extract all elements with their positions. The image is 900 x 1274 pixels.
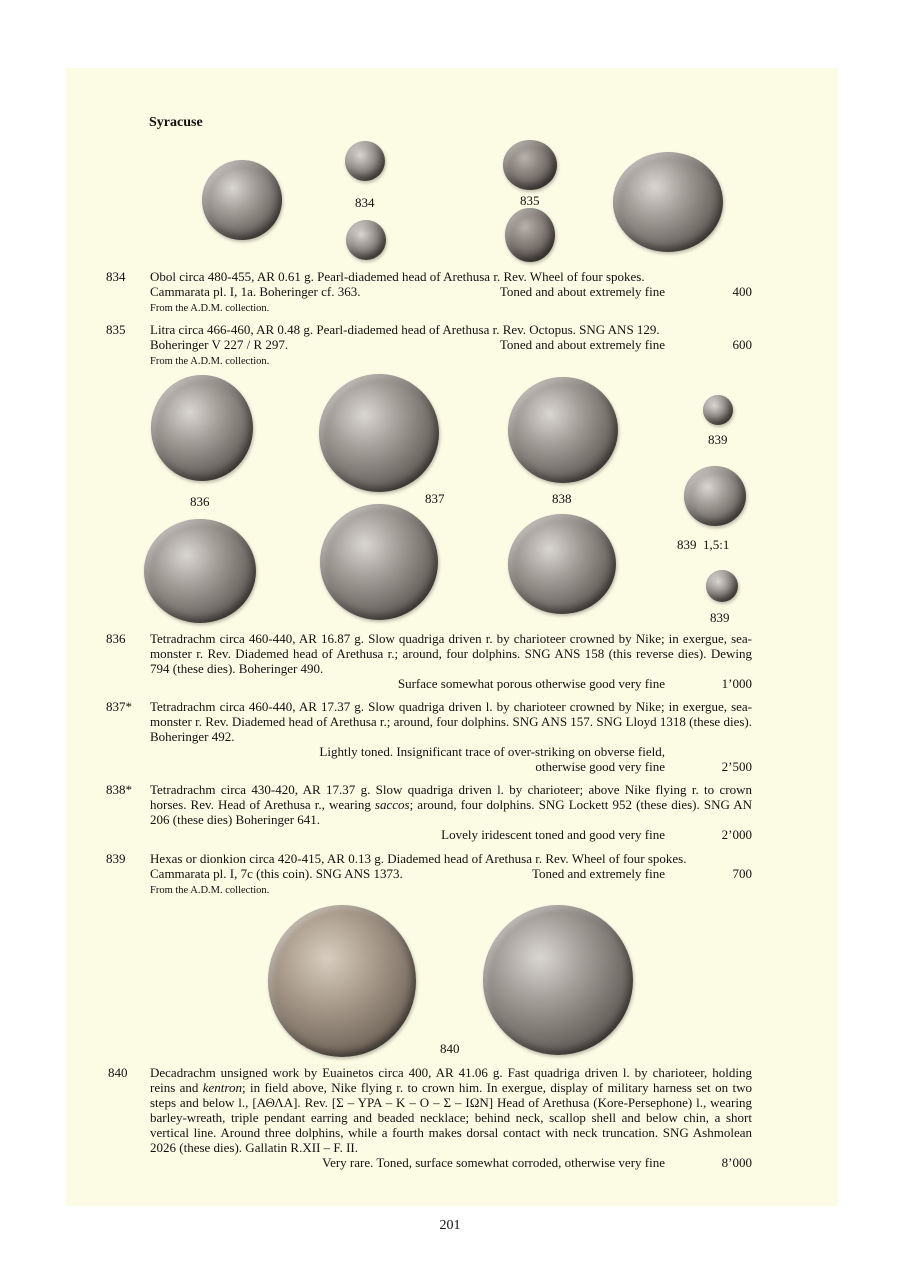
coin-caption-834: 834 — [355, 195, 375, 210]
lot-description: Decadrachm unsigned work by Euainetos circa 400, AR 41.06 g. Fast quadriga driven l. by charioteer, holding reins and kentron; in field above, Nike flying r. to crown him. In exergue, display of military harness set on two steps and below l., [ΑΘΛΑ]. Rev. [Σ – ΥΡΑ – Κ – Ο – Σ – ΙΩΝ] Head of Arethusa (Kore-Persephone) l., wearing barley-wreath, triple pendant earring and beaded necklace; behind neck, scallop shell and below chin, a short vertical line. Around three dolphins, while a fourth makes dorsal contact with neck truncation. SNG Ashmolean 2026 (these dies). Gallatin R.XII – F. II. — [150, 1065, 753, 1155]
lot-price: 8’000 — [721, 1155, 752, 1170]
lot-description: Tetradrachm circa 430-420, AR 17.37 g. Slow quadriga driven l. by charioteer; above Nike flying r. to crown horses. Rev. Head of Arethusa r., wearing saccos; around, four dolphins. SNG Lockett 952 (these dies). SNG AN 206 (these dies) Boheringer 641. — [150, 782, 753, 827]
coin-image-840-obverse — [268, 905, 416, 1057]
coin-caption-838: 838 — [552, 491, 572, 506]
lot-price: 600 — [732, 337, 752, 352]
coin-image-839-reverse-small — [706, 570, 738, 602]
lot-number: 834 — [106, 269, 126, 284]
lot-description: Tetradrachm circa 460-440, AR 17.37 g. Slow quadriga driven l. by charioteer crowned by Nike; in exergue, sea-monster r. Rev. Diademed head of Arethusa r.; around, four dolphins. SNG ANS 157. SNG Lloyd 1318 (these dies). Boheringer 492. — [150, 699, 752, 744]
coin-image-835-reverse — [505, 208, 555, 262]
coin-image-839-enlarged — [684, 466, 746, 526]
coin-caption-840: 840 — [440, 1041, 460, 1056]
coin-image-834-obverse-large — [202, 160, 282, 240]
coin-image-836-obverse — [151, 375, 253, 481]
coin-image-834-obverse — [345, 141, 385, 181]
coin-image-840-reverse — [483, 905, 633, 1055]
lot-description: Hexas or dionkion circa 420-415, AR 0.13 g. Diademed head of Arethusa r. Rev. Wheel of four spokes. — [150, 851, 687, 866]
lot-provenance: From the A.D.M. collection. — [150, 303, 270, 314]
lot-number: 838* — [106, 782, 132, 797]
lot-grade: Surface somewhat porous otherwise good very fine — [397, 676, 665, 691]
lot-number: 837* — [106, 699, 132, 714]
coin-image-838-reverse — [508, 514, 616, 614]
coin-image-834-reverse — [346, 220, 386, 260]
lot-grade: Toned and about extremely fine — [499, 337, 665, 352]
lot-price: 2’500 — [721, 759, 752, 774]
lot-description: Litra circa 466-460, AR 0.48 g. Pearl-diademed head of Arethusa r. Rev. Octopus. SNG ANS 129. — [150, 322, 660, 337]
lot-grade: Toned and about extremely fine — [499, 284, 665, 299]
coin-caption-837: 837 — [425, 491, 445, 506]
coin-image-836-reverse — [144, 519, 256, 623]
lot-grade: otherwise good very fine — [535, 759, 665, 774]
coin-image-835-obverse-large — [613, 152, 723, 252]
coin-image-837-reverse — [320, 504, 438, 620]
lot-description: Tetradrachm circa 460-440, AR 16.87 g. Slow quadriga driven r. by charioteer crowned by Nike; in exergue, sea-monster r. Rev. Diademed head of Arethusa r.; around, four dolphins. SNG ANS 158 (this reverse dies). Dewing 794 (these dies). Boheringer 490. — [150, 631, 752, 676]
lot-grade: Toned and extremely fine — [531, 866, 665, 881]
lot-price: 1’000 — [721, 676, 752, 691]
coin-caption-835: 835 — [520, 193, 540, 208]
coin-image-835-obverse — [503, 140, 557, 190]
lot-number: 835 — [106, 322, 126, 337]
lot-provenance: From the A.D.M. collection. — [150, 356, 270, 367]
lot-grade-note: Lightly toned. Insignificant trace of over-striking on obverse field, — [319, 744, 665, 759]
lot-price: 700 — [732, 866, 752, 881]
lot-description-line: Boheringer V 227 / R 297. — [150, 337, 289, 352]
page-number: 201 — [439, 1218, 461, 1233]
lot-description-line: Cammarata pl. I, 1a. Boheringer cf. 363. — [150, 284, 361, 299]
coin-image-838-obverse — [508, 377, 618, 483]
lot-number: 839 — [106, 851, 126, 866]
lot-price: 2’000 — [721, 827, 752, 842]
lot-number: 840 — [108, 1065, 128, 1080]
section-title: Syracuse — [149, 115, 203, 130]
coin-image-837-obverse — [319, 374, 439, 492]
lot-grade: Lovely iridescent toned and good very fine — [441, 827, 665, 842]
lot-description-line: Cammarata pl. I, 7c (this coin). SNG ANS 1373. — [150, 866, 403, 881]
lot-number: 836 — [106, 631, 126, 646]
lot-grade: Very rare. Toned, surface somewhat corroded, otherwise very fine — [322, 1155, 665, 1170]
coin-caption-839: 839 — [708, 432, 728, 447]
lot-price: 400 — [732, 284, 752, 299]
coin-image-839-obverse-small — [703, 395, 733, 425]
coin-caption-836: 836 — [190, 494, 210, 509]
coin-caption-839-reverse: 839 — [710, 610, 730, 625]
lot-description: Obol circa 480-455, AR 0.61 g. Pearl-diademed head of Arethusa r. Rev. Wheel of four spokes. — [150, 269, 645, 284]
coin-caption-839-enlarged: 839 1,5:1 — [677, 537, 730, 552]
lot-provenance: From the A.D.M. collection. — [150, 885, 270, 896]
